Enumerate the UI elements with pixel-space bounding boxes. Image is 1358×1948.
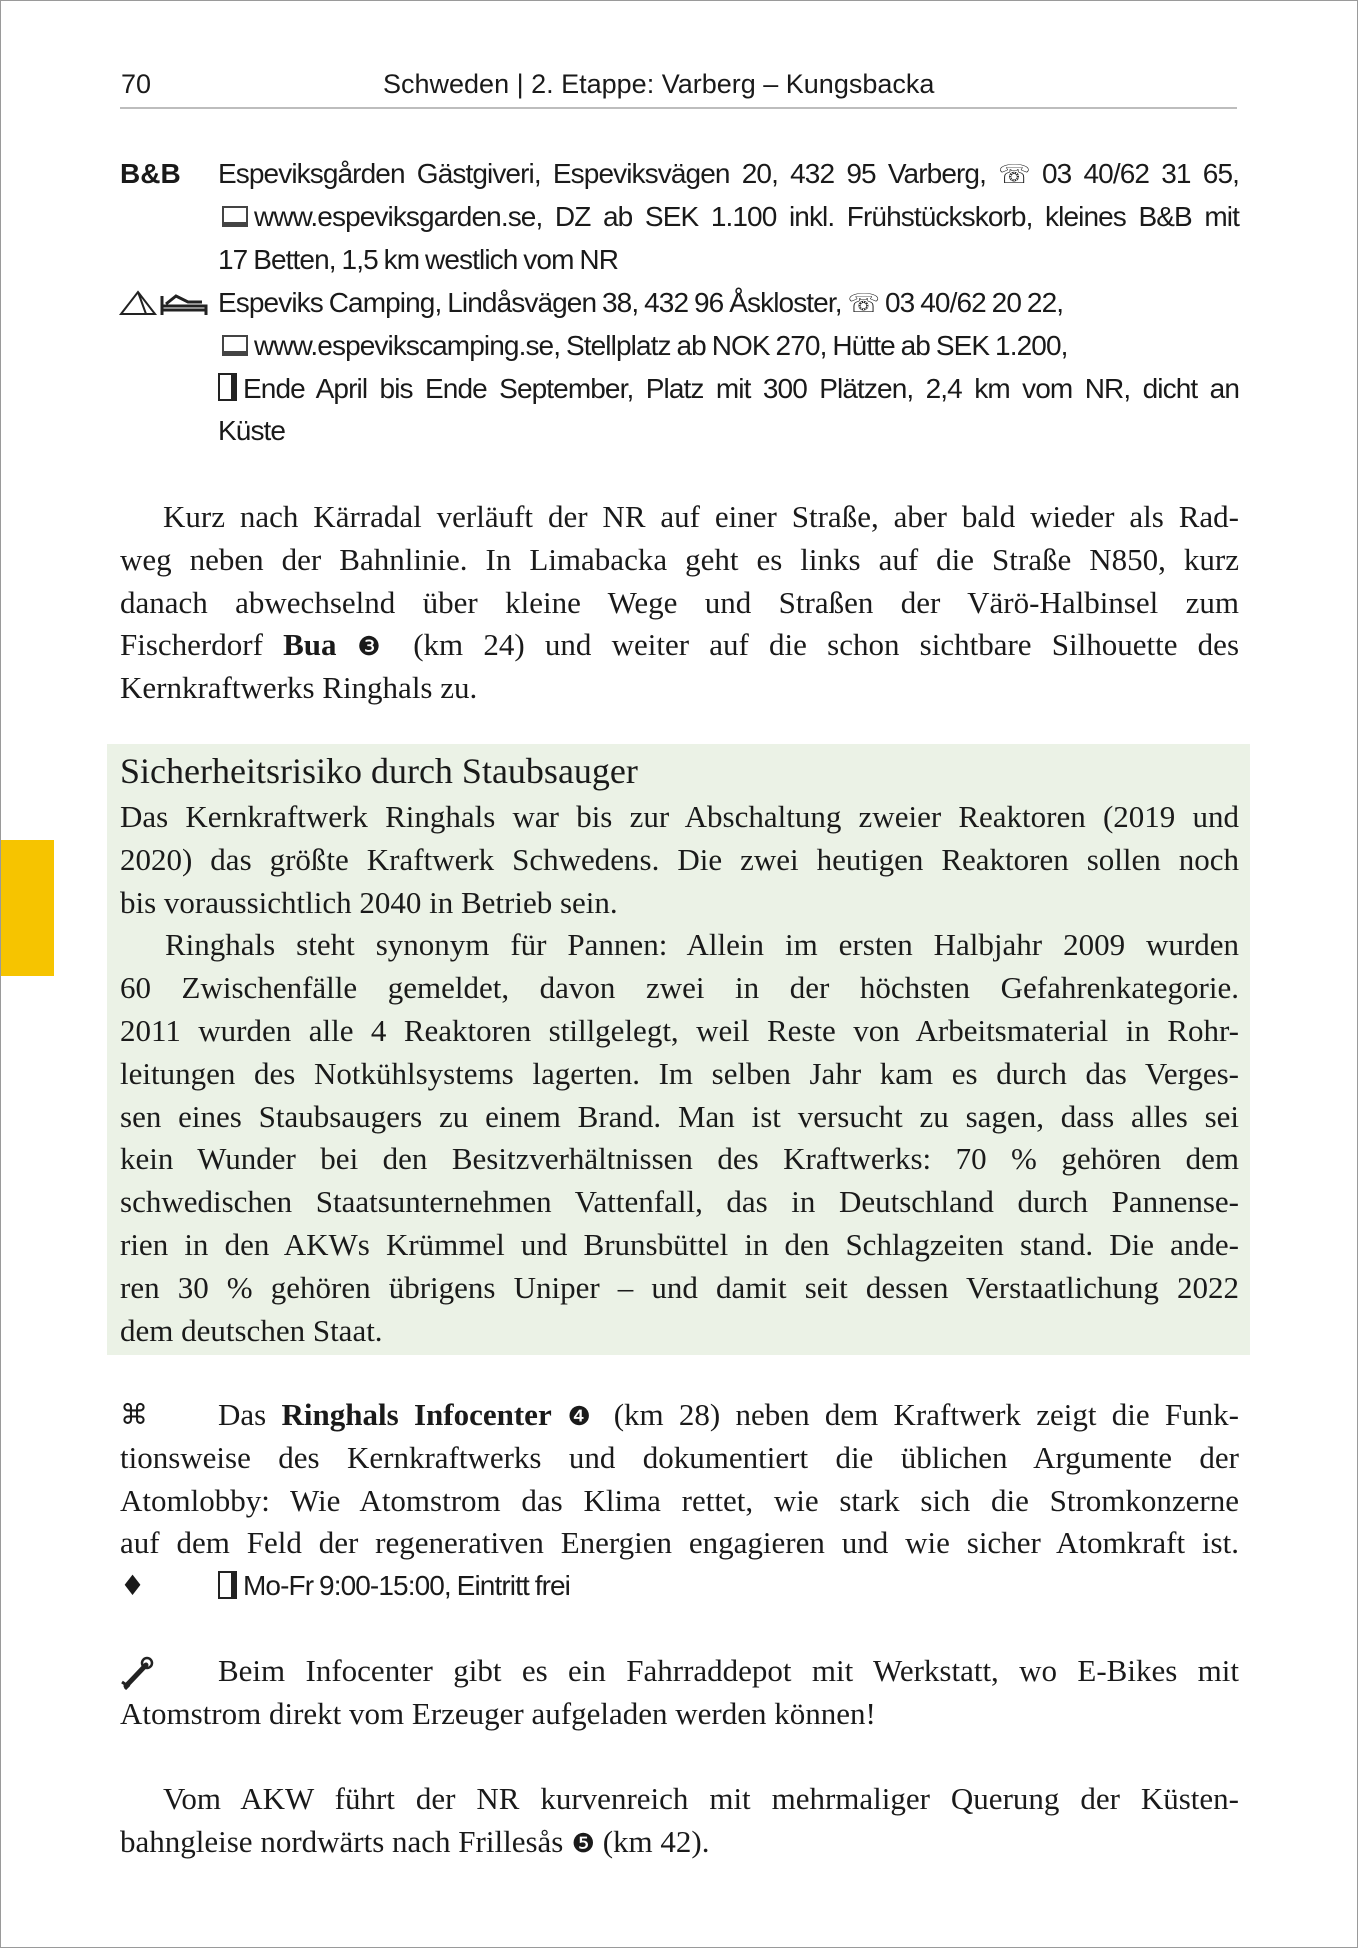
text-line [120, 1394, 1239, 1437]
running-title: Schweden | 2. Etappe: Varberg – Kungsbacka [383, 69, 935, 99]
phone-icon: ☏ [998, 160, 1030, 190]
text-segment: kein Wunder bei den Besitzverhältnissen des Kraftwerks: 70 % gehören dem [120, 1141, 1239, 1177]
text-segment: 2020) das größte Kraftwerk Schwedens. Die zwei heutigen Reaktoren sollen noch [120, 841, 1239, 877]
text-segment: auf dem Feld der regenerativen Energien engagieren und wie sicher Atomkraft ist. [120, 1525, 1239, 1561]
box-title: Sicherheitsrisiko durch Staubsauger [120, 751, 638, 791]
text-segment: Kernkraftwerks Ringhals zu. [120, 670, 478, 706]
tent-bed-icon [118, 288, 210, 323]
info-diamond-icon: ♦ [120, 1569, 146, 1602]
text-line [120, 967, 1239, 1010]
chapter-thumb-tab [1, 840, 54, 976]
text-segment: schwedischen Staatsunternehmen Vattenfall, das in Deutschland durch Pannense- [120, 1184, 1239, 1220]
text-line [120, 1480, 1239, 1523]
text-segment: leitungen des Notkühlsystems lagerten. Im selben Jahr kam es durch das Verges- [120, 1055, 1239, 1091]
text-segment: Beim Infocenter gibt es ein Fahrraddepot mit Werkstatt, wo E-Bikes mit [218, 1653, 1239, 1688]
text-segment: Küste [218, 415, 286, 447]
sight-icon: ⌘ [120, 1398, 148, 1431]
text-segment: 03 40/62 31 65, [1029, 158, 1239, 189]
info-box-text [120, 796, 1239, 1352]
text-segment: Ringhals steht synonym für Pannen: Allein im ersten Halbjahr 2009 wurden [165, 927, 1239, 963]
text-line [120, 1778, 1239, 1821]
text-segment: sen eines Staubsaugers zu einem Brand. Man ist versucht zu sagen, dass alles sei [120, 1098, 1239, 1134]
listing-camping [218, 282, 1239, 453]
text-line [218, 368, 1239, 411]
text-line [120, 839, 1239, 882]
text-line [120, 1010, 1239, 1053]
text-line [120, 1224, 1239, 1267]
text-line [120, 1096, 1239, 1139]
paragraph-route [120, 496, 1239, 710]
text-segment: 60 Zwischenfälle gemeldet, davon zwei in der höchsten Gefahrenkategorie. [120, 970, 1239, 1006]
text-line [120, 496, 1239, 539]
infocenter-hours: Mo-Fr 9:00-15:00, Eintritt frei [218, 1565, 570, 1608]
bnb-label: B&B [120, 158, 181, 189]
text-line [120, 1181, 1239, 1224]
text-line [120, 924, 1239, 967]
repair-text [120, 1650, 1239, 1736]
text-segment: www.espevikscamping.se, Stellplatz ab NOK 270, Hütte ab SEK 1.200, [254, 329, 1068, 361]
text-segment: 03 40/62 20 22, [879, 287, 1064, 318]
text-line [120, 882, 1239, 925]
text-segment: Fischerdorf [120, 627, 284, 663]
text-segment: bis voraussichtlich 2040 in Betrieb sein. [120, 884, 618, 920]
text-segment: Atomstrom direkt vom Erzeuger aufgeladen werden können! [120, 1695, 876, 1731]
text-segment: Ende April bis Ende September, Platz mit 300 Plätzen, 2,4 km vom NR, dicht an [243, 372, 1239, 404]
waypoint-number: ❹ [551, 1402, 599, 1432]
text-line [120, 667, 1239, 710]
listing-bnb [218, 153, 1239, 281]
text-segment: Kurz nach Kärradal verläuft der NR auf einer Straße, aber bald wieder als Rad- [163, 499, 1239, 534]
text-line [218, 282, 1239, 325]
bold-place-name: Bua [283, 627, 337, 663]
text-segment: bahngleise nordwärts nach Frillesås [120, 1823, 564, 1859]
text-line [120, 796, 1239, 839]
page-number: 70 [121, 69, 152, 99]
text-segment: 17 Betten, 1,5 km westlich vom NR [218, 243, 619, 275]
text-segment: Atomlobby: Wie Atomstrom das Klima rettet, wie stark sich die Stromkonzerne [120, 1482, 1239, 1518]
waypoint-number: ❺ [563, 1828, 595, 1859]
text-line [218, 153, 1239, 196]
text-line [120, 1437, 1239, 1480]
text-segment: ren 30 % gehören übrigens Uniper – und damit seit dessen Verstaatlichung 2022 [120, 1269, 1239, 1305]
text-line [120, 1693, 1239, 1736]
text-segment: (km 28) neben dem Kraftwerk zeigt die Funk- [598, 1397, 1239, 1432]
computer-icon [222, 206, 248, 227]
text-segment: www.espeviksgarden.se, DZ ab SEK 1.100 inkl. Frühstückskorb, kleines B&B mit [254, 200, 1239, 232]
phone-icon: ☏ [847, 289, 880, 319]
text-segment: weg neben der Bahnlinie. In Limabacka geht es links auf die Straße N850, kurz [120, 541, 1239, 577]
text-line [120, 1650, 1239, 1693]
text-line [120, 1522, 1239, 1565]
text-line [120, 582, 1239, 625]
text-line [120, 1310, 1239, 1353]
door-icon [218, 1571, 237, 1599]
waypoint-number: ❸ [336, 632, 394, 663]
text-segment: Das Kernkraftwerk Ringhals war bis zur Abschaltung zweier Reaktoren (2019 und [120, 799, 1239, 834]
text-segment: dem deutschen Staat. [120, 1312, 383, 1348]
text-segment: Espeviks Camping, Lindåsvägen 38, 432 96 Åskloster, [218, 287, 848, 318]
paragraph-frillesas [120, 1778, 1239, 1864]
text-line [120, 1053, 1239, 1096]
text-line [120, 1821, 1239, 1864]
bold-place-name: Ringhals Infocenter [281, 1397, 552, 1432]
text-line [120, 1267, 1239, 1310]
text-segment: Espeviksgården Gästgiveri, Espeviksvägen 20, 432 95 Varberg, [218, 158, 999, 189]
door-icon [218, 373, 237, 401]
text-line [120, 1138, 1239, 1181]
text-segment: (km 24) und weiter auf die schon sichtbare Silhouette des [393, 627, 1240, 663]
computer-icon [222, 335, 248, 356]
text-segment: danach abwechselnd über kleine Wege und Straßen der Värö-Halbinsel zum [120, 584, 1239, 620]
text-line [218, 239, 1239, 282]
text-segment: 2011 wurden alle 4 Reaktoren stillgelegt, weil Reste von Arbeitsmaterial in Rohr- [120, 1012, 1239, 1048]
text-line [218, 196, 1239, 239]
text-line [218, 410, 1239, 453]
header-rule [120, 107, 1237, 109]
text-line [120, 539, 1239, 582]
text-segment: rien in den AKWs Krümmel und Brunsbüttel in den Schlagzeiten stand. Die ande- [120, 1226, 1239, 1262]
text-line [218, 325, 1239, 368]
text-segment: Das [218, 1397, 282, 1432]
text-segment: Vom AKW führt der NR kurvenreich mit mehrmaliger Querung der Küsten- [163, 1781, 1239, 1816]
infocenter-text [120, 1394, 1239, 1565]
text-line [120, 624, 1239, 667]
text-segment: (km 42). [594, 1823, 710, 1859]
text-segment: tionsweise des Kernkraftwerks und dokumentiert die üblichen Argumente der [120, 1439, 1239, 1475]
